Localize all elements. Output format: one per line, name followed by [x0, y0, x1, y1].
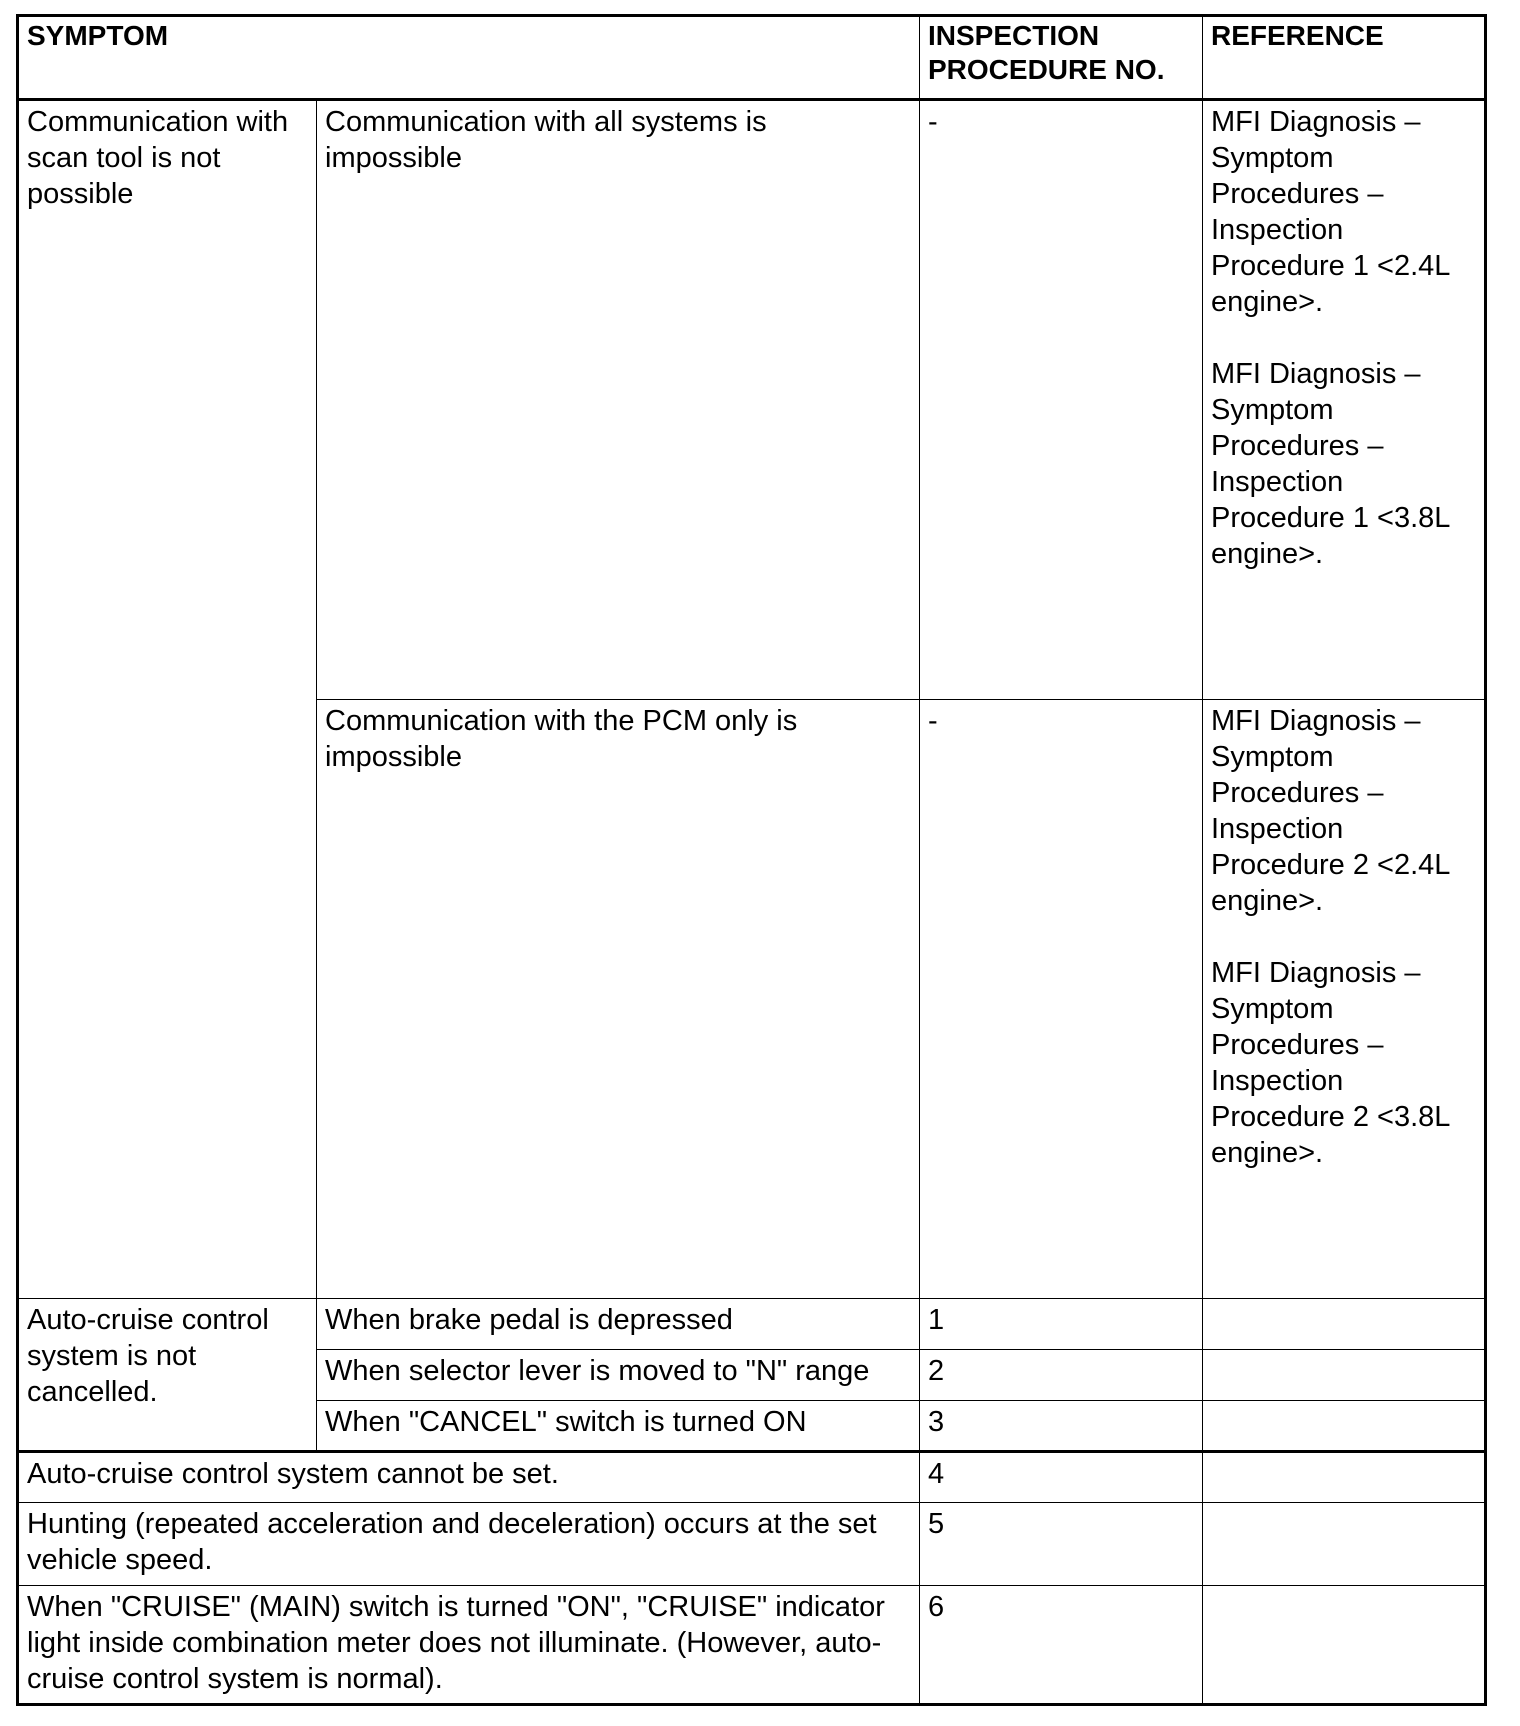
- reference-cell: [1203, 1503, 1486, 1586]
- table-header-row: [18, 16, 1486, 100]
- symptom-cell: Hunting (repeated acceleration and deceleration) occurs at the set vehicle speed.: [18, 1503, 920, 1586]
- table-row: [18, 1503, 1486, 1586]
- procedure-cell: 4: [920, 1452, 1203, 1503]
- symptom-cell: Communication with scan tool is not possible: [18, 100, 317, 1299]
- header-inspection-procedure: INSPECTION PROCEDURE NO.: [920, 16, 1203, 100]
- reference-text: MFI Diagnosis – Symptom Procedures – Inspection Procedure 2 <3.8L engine>.: [1211, 957, 1450, 1169]
- symptom-cell: When "CRUISE" (MAIN) switch is turned "ON", "CRUISE" indicator light inside combination meter does not illuminate. (However, auto-cruise control system is normal).: [18, 1586, 920, 1705]
- symptom-table: [16, 14, 1487, 1706]
- symptom-cell: Auto-cruise control system cannot be set.: [18, 1452, 920, 1503]
- procedure-cell: 3: [920, 1401, 1203, 1452]
- header-reference: REFERENCE: [1203, 16, 1486, 100]
- procedure-cell: 2: [920, 1350, 1203, 1401]
- procedure-cell: 1: [920, 1299, 1203, 1350]
- table-row: [18, 1586, 1486, 1705]
- header-symptom: SYMPTOM: [18, 16, 920, 100]
- sub-symptom-cell: When selector lever is moved to "N" range: [317, 1350, 920, 1401]
- table-row: [18, 100, 1486, 700]
- reference-cell: [1203, 1350, 1486, 1401]
- table-row: [18, 1299, 1486, 1350]
- procedure-cell: 5: [920, 1503, 1203, 1586]
- sub-symptom-cell: Communication with all systems is impossible: [317, 100, 920, 700]
- procedure-cell: -: [920, 700, 1203, 1299]
- reference-cell: [1203, 100, 1486, 700]
- table-row: [18, 1452, 1486, 1503]
- sub-symptom-cell: When "CANCEL" switch is turned ON: [317, 1401, 920, 1452]
- reference-text: MFI Diagnosis – Symptom Procedures – Inspection Procedure 1 <3.8L engine>.: [1211, 358, 1450, 570]
- reference-cell: [1203, 1586, 1486, 1705]
- reference-cell: [1203, 1401, 1486, 1452]
- reference-text: MFI Diagnosis – Symptom Procedures – Inspection Procedure 2 <2.4L engine>.: [1211, 705, 1450, 917]
- procedure-cell: 6: [920, 1586, 1203, 1705]
- symptom-cell: Auto-cruise control system is not cancelled.: [18, 1299, 317, 1452]
- procedure-cell: -: [920, 100, 1203, 700]
- sub-symptom-cell: When brake pedal is depressed: [317, 1299, 920, 1350]
- reference-text: MFI Diagnosis – Symptom Procedures – Inspection Procedure 1 <2.4L engine>.: [1211, 106, 1450, 318]
- reference-cell: [1203, 1299, 1486, 1350]
- reference-cell: [1203, 1452, 1486, 1503]
- sub-symptom-cell: Communication with the PCM only is impossible: [317, 700, 920, 1299]
- reference-cell: [1203, 700, 1486, 1299]
